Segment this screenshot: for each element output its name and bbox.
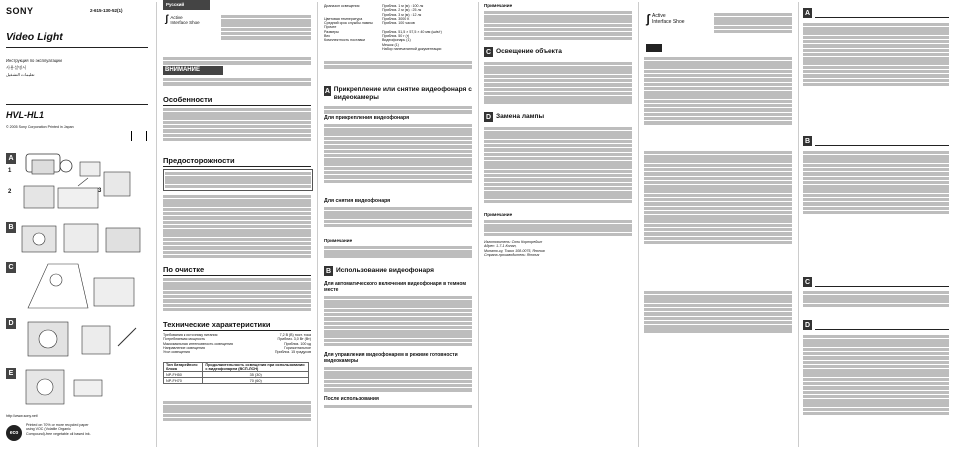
figure-a-step-3: 3 [98, 188, 102, 194]
instructions-ko: 사용설명서 [6, 65, 27, 70]
ko-section-d-text [803, 334, 949, 416]
instructions-ru: Инструкция по эксплуатации [6, 58, 62, 63]
warning-text [163, 77, 311, 86]
active-interface-shoe-logo: ʃ Active Interface Shoe [165, 14, 200, 25]
attach-section-header [324, 86, 472, 101]
table-row: NP-FH70 70 (60) [164, 378, 309, 384]
figure-a-step-1: 1 [8, 168, 12, 174]
figure-label-b: B [6, 222, 16, 233]
warning-heading: ВНИМАНИЕ [163, 66, 223, 75]
figure-a-step-2: 2 [8, 189, 12, 195]
ko-section-c-text [803, 290, 949, 308]
usage-heading: Использование видеофонаря [336, 267, 434, 274]
attach-steps [324, 123, 472, 184]
ko-section-a-text [803, 22, 949, 87]
section-letter-a: A [324, 87, 330, 95]
top-note-heading: Примечание [484, 3, 513, 8]
spec-dims: Диапазон освещения Приблиз. 1 м (м) : 100 лк Приблиз. 2 м (м) : 25 лк Приблиз. 3 м (м) : 12 лк Цветовая температура Приблиз. 3000 К Средний срок службы лампы Приблиз. 100 часов Прочее Размеры Приблиз. 51,5 × 57,5 × 40 мм (ш/в/г) Вес Приблиз. 50 г (г) Комплектность поставки Видеофонарь (1) Мешок (1) Набор напечатанной документации [324, 4, 442, 51]
korean-column-2 [803, 0, 951, 449]
figure-e-illustration [18, 366, 146, 408]
design-note [324, 60, 472, 69]
detach-steps [324, 206, 472, 228]
cleaning-heading: По очистке [163, 265, 205, 274]
shoe-icon: ʃ [165, 14, 169, 25]
lamp-heading: Замена лампы [496, 113, 545, 120]
language-tab: Русский [163, 0, 210, 10]
eco-badge: eco [6, 425, 22, 441]
copyright: © 2005 Sony Corporation Printed in Japan [6, 125, 74, 129]
ko-section-letter-c: C [804, 278, 811, 286]
website-url: http://www.sony.net/ [6, 414, 38, 418]
barcode-marks [131, 131, 147, 141]
recycle-note: Printed on 70% or more recycled paper using VOC (Volatile Organic Compound)-free vegetable oil based ink. [26, 423, 91, 436]
precautions-text [163, 194, 311, 259]
attach-intro [324, 105, 472, 114]
active-interface-shoe-logo-ko: ʃ Active Interface Shoe [646, 12, 685, 26]
top-note-text [484, 10, 632, 41]
figure-label-e: E [6, 368, 16, 379]
ko-body-text [644, 150, 792, 245]
ko-warning-box [646, 44, 662, 52]
attach-heading: Прикрепление или снятие видеофонаря с видеокамеры [333, 86, 472, 101]
ready-subheading: Для управления видеофонарем в режиме готовности видеокамеры [324, 352, 458, 364]
intro-text [163, 56, 311, 65]
figure-d-illustration [18, 316, 146, 362]
korean-column-1 [644, 0, 794, 449]
ko-logo-description [714, 12, 792, 34]
attach-note-heading: Примечание [324, 238, 353, 243]
precautions-box [163, 169, 313, 191]
usage-section-header [324, 266, 472, 276]
product-title: Video Light [6, 31, 63, 43]
table-header: Тип батарейного блока [164, 363, 203, 372]
ready-steps [324, 366, 472, 393]
after-subheading: После использования [324, 396, 379, 402]
part-number: 2-615-130-52(1) [90, 8, 123, 13]
model-name: HVL-HL1 [6, 110, 44, 120]
manufacturer-address: Изготовитель: Сони Корпорейшн Адрес: 1-7-1 Конан, Минато-ку, Токио 108-0075, Япония Страна-производитель: Япония [484, 240, 545, 257]
ko-intro-text [644, 56, 792, 125]
cleaning-text [163, 277, 311, 312]
ko-lower-text [644, 290, 792, 334]
ko-section-b-text [803, 150, 949, 215]
features-text [163, 107, 311, 142]
auto-subheading: Для автоматического включения видеофонаря в темном месте [324, 281, 467, 293]
after-text [324, 404, 472, 409]
lamp-section-header [484, 112, 632, 122]
section-letter-d: D [485, 113, 492, 121]
lighting-heading: Освещение объекта [496, 48, 562, 55]
table-footnotes [163, 400, 311, 422]
logo-description [221, 14, 311, 41]
battery-table [163, 362, 309, 384]
table-row: NP-FH50 35 (30) [164, 372, 309, 378]
lighting-section-header [484, 47, 632, 57]
figure-b-illustration [18, 220, 146, 256]
specs-heading: Технические характеристики [163, 320, 271, 329]
section-letter-c: C [485, 48, 492, 56]
lighting-text [484, 61, 632, 105]
auto-steps [324, 295, 472, 347]
cover-panel [0, 0, 152, 449]
attach-note-text [324, 245, 472, 259]
attach-subheading: Для прикрепления видеофонаря [324, 115, 410, 121]
table-header-row [164, 363, 309, 372]
figure-c-illustration [18, 260, 146, 312]
russian-column-3 [484, 0, 634, 449]
features-heading: Особенности [163, 95, 213, 104]
section-letter-b: B [325, 267, 332, 275]
lamp-note-heading: Примечание [484, 212, 513, 217]
shoe-icon: ʃ [646, 12, 650, 26]
spec-rows: Требования к источнику питания 7,2 В (В) пост. тока Потребляемая мощность Приблиз. 3,0 Вт (Вт) Максимальная интенсивность освещения Приблиз. 100 кд Направление освещения Горизонтальное Угол освещения Приблиз. 15 градусов [163, 333, 311, 355]
figure-label-c: C [6, 262, 16, 273]
brand-logo: SONY [6, 6, 34, 16]
precautions-heading: Предосторожности [163, 156, 235, 165]
russian-column-2 [324, 0, 474, 449]
instructions-ar: تعليمات التشغيل [6, 72, 35, 77]
lamp-note-text [484, 219, 632, 237]
ko-section-letter-a: A [804, 9, 811, 17]
ko-section-letter-b: B [804, 137, 811, 145]
figure-label-a: A [6, 153, 16, 164]
detach-subheading: Для снятия видеофонаря [324, 198, 391, 204]
figure-a-illustration [18, 150, 146, 212]
table-header: Продолжительность освещения при использовании с видеофонарем (ВСП-ЛСН) [203, 363, 309, 372]
ko-section-letter-d: D [804, 321, 811, 329]
figure-label-d: D [6, 318, 16, 329]
russian-column-1 [163, 0, 313, 449]
lamp-text [484, 126, 632, 204]
